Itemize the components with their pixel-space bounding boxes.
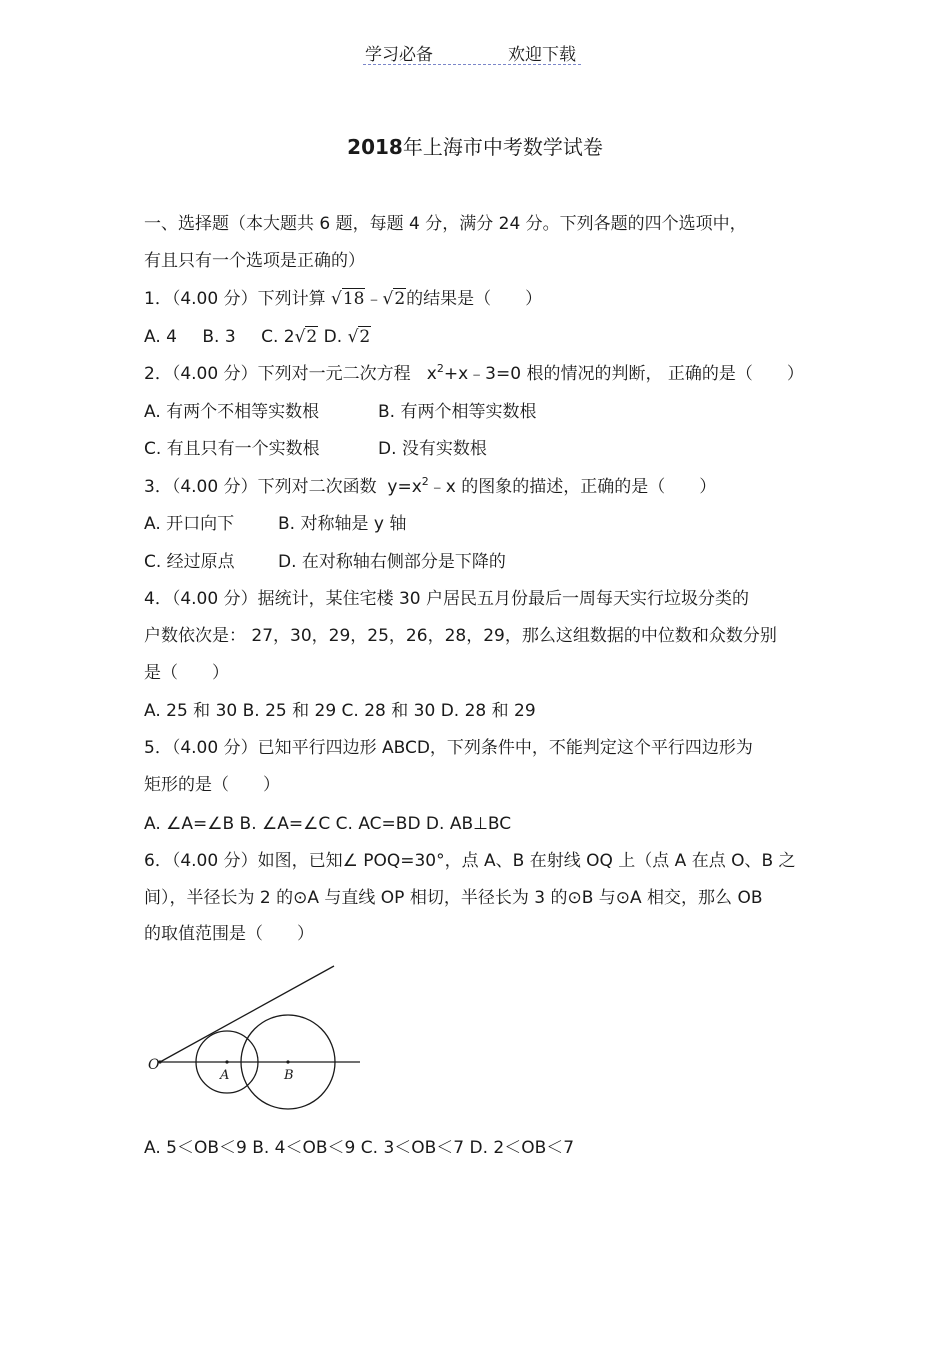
ray-op: [160, 966, 334, 1062]
q6-line1: 6．（4.00 分）如图，已知∠ POQ=30°，点 A、B 在射线 OQ 上（点 A 在点 O、B 之: [144, 851, 796, 871]
q3-stem: 3．（4.00 分）下列对二次函数 $y=x^2﹣x$ 的图象的描述，正确的是（ ）: [144, 475, 717, 497]
section-heading-line2: 有且只有一个选项是正确的）: [144, 251, 365, 271]
section-heading-line1: 一、选择题（本大题共 6 题，每题 4 分，满分 24 分。下列各题的四个选项中，: [144, 214, 747, 234]
q4-line2: 户数依次是： 27，30，29，25，26，28，29，那么这组数据的中位数和众数分别: [144, 626, 777, 646]
q6-figure: [140, 960, 370, 1120]
q5-options: A. ∠A=∠B B. ∠A=∠C C. AC=BD D. AB⊥BC: [144, 814, 512, 834]
q2-option-c: C. 有且只有一个实数根: [144, 439, 320, 459]
q3-option-b: B. 对称轴是 y 轴: [278, 514, 407, 534]
q1-minus: ﹣: [365, 289, 383, 309]
q6-options: A. 5＜OB＜9 B. 4＜OB＜9 C. 3＜OB＜7 D. 2＜OB＜7: [144, 1138, 575, 1158]
q4-line1: 4．（4.00 分）据统计，某住宅楼 30 户居民五月份最后一周每天实行垃圾分类的: [144, 589, 750, 609]
q1-sqrt-18: √18: [330, 289, 365, 309]
q1-suffix: 的结果是（ ）: [406, 289, 543, 309]
q2-option-b: B. 有两个相等实数根: [378, 402, 537, 422]
q1-stem: [144, 287, 542, 311]
q4-options: A. 25 和 30 B. 25 和 29 C. 28 和 30 D. 28 和 29: [144, 701, 536, 721]
q1-option-d: D. √2: [323, 327, 371, 347]
q3-option-c: C. 经过原点: [144, 552, 235, 572]
header-left-text: 学习必备: [365, 45, 433, 65]
q2-option-d: D. 没有实数根: [378, 439, 487, 459]
label-a: A: [220, 1068, 230, 1083]
q1-option-a: A. 4: [144, 327, 177, 347]
label-b: B: [284, 1068, 294, 1083]
q1-options: [144, 325, 371, 349]
title-year: 2018: [347, 135, 403, 159]
q5-line1: 5．（4.00 分）已知平行四边形 ABCD，下列条件中，不能判定这个平行四边形为: [144, 738, 753, 758]
q3-option-a: A. 开口向下: [144, 514, 235, 534]
point-a: [225, 1060, 228, 1063]
page-header: [363, 40, 581, 65]
q6-line3: 的取值范围是（ ）: [144, 924, 314, 944]
q1-prefix: 1．（4.00 分）下列计算: [144, 289, 326, 309]
point-b: [286, 1060, 289, 1063]
q4-line3: 是（ ）: [144, 663, 229, 683]
q5-line2: 矩形的是（ ）: [144, 775, 280, 795]
q6-line2: 间），半径长为 2 的⊙A 与直线 OP 相切，半径长为 3 的⊙B 与⊙A 相交，那么 OB: [144, 888, 763, 908]
title-text: 年上海市中考数学试卷: [402, 135, 603, 159]
exam-title: [0, 131, 950, 160]
q2-option-a: A. 有两个不相等实数根: [144, 402, 320, 422]
q2-stem: 2．（4.00 分）下列对一元二次方程 $x^2+x﹣3=0$ 根的情况的判断， 正确的是（ ）: [144, 362, 804, 384]
q1-option-c: C. 2√2: [261, 327, 318, 347]
q1-option-b: B. 3: [202, 327, 236, 347]
label-o: O: [148, 1057, 160, 1073]
header-right-text: 欢迎下载: [508, 45, 576, 65]
q3-option-d: D. 在对称轴右侧部分是下降的: [278, 552, 506, 572]
q1-sqrt-2: √2: [382, 289, 406, 309]
